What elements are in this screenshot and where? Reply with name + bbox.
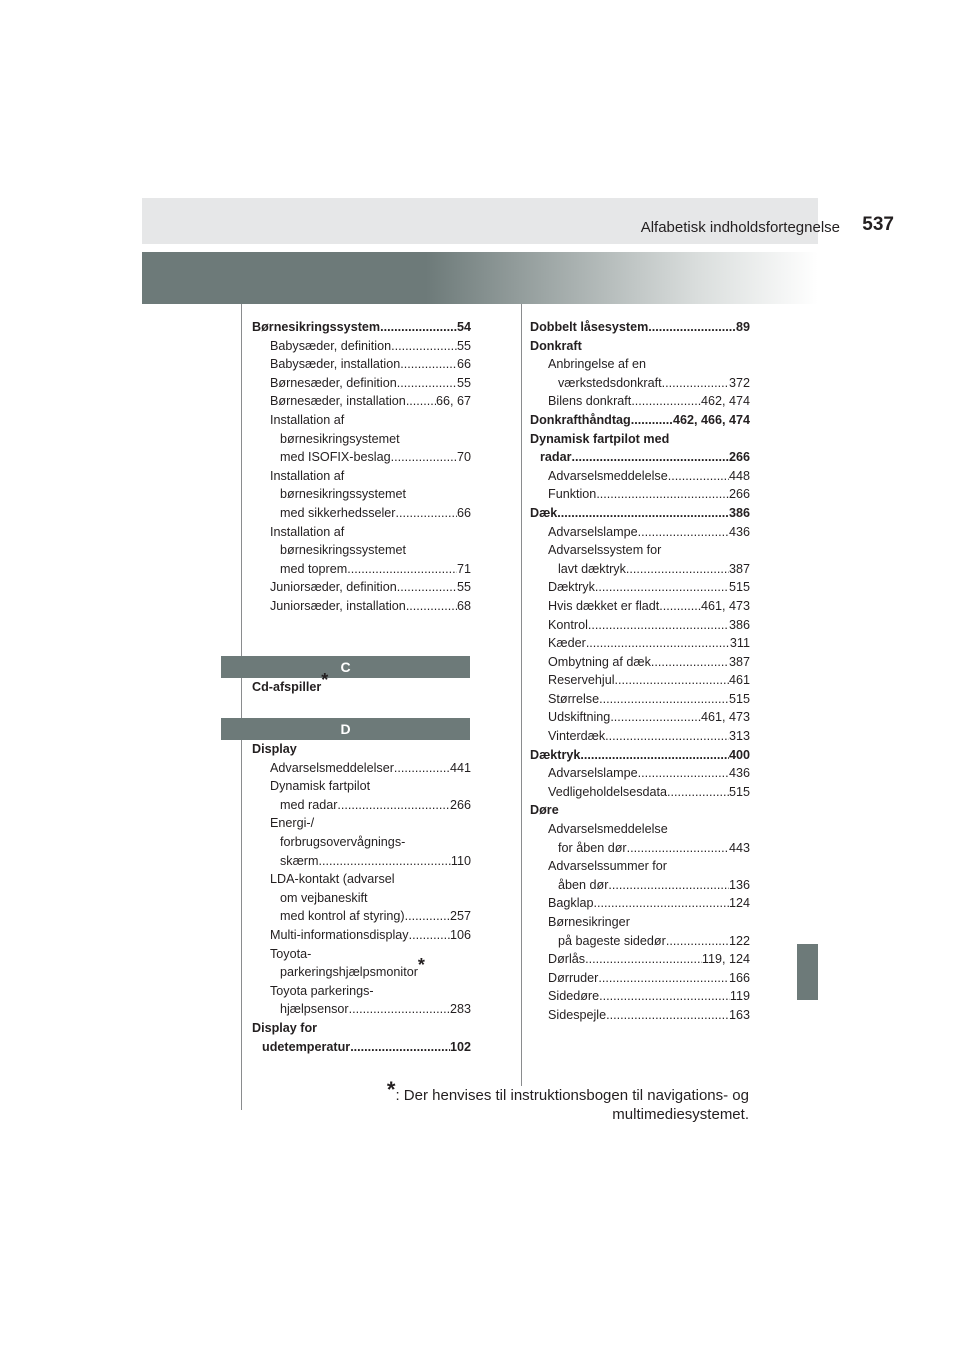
entry-term: åben dør xyxy=(558,877,609,892)
entry-term: Udskiftning xyxy=(548,710,611,725)
entry-page: 311 xyxy=(729,636,750,651)
dot-leader xyxy=(580,746,729,765)
dot-leader xyxy=(400,355,457,374)
dot-leader xyxy=(627,839,729,858)
term-text: Advarselssummer for xyxy=(548,859,667,874)
index-entry xyxy=(530,727,750,746)
term-text: Dynamisk fartpilot xyxy=(270,779,371,794)
footnote-marker: * xyxy=(321,669,329,690)
index-term xyxy=(252,777,471,796)
entry-term: Bagklap xyxy=(548,896,594,911)
index-entry xyxy=(252,796,471,815)
entry-term: Dæk xyxy=(530,505,558,520)
dot-leader xyxy=(594,894,729,913)
dot-leader xyxy=(380,318,457,337)
index-entry xyxy=(252,759,471,778)
index-entry xyxy=(252,374,471,393)
term-text: Døre xyxy=(530,803,559,818)
dot-leader xyxy=(350,1038,450,1057)
entry-term: Babysæder, definition xyxy=(270,338,392,353)
entry-term: skærm xyxy=(280,853,319,868)
dot-leader xyxy=(391,337,457,356)
entry-term: Funktion xyxy=(548,487,597,502)
dot-leader xyxy=(662,374,729,393)
entry-term: Advarselslampe xyxy=(548,766,638,781)
entry-term: med toprem xyxy=(280,561,348,576)
index-entry xyxy=(530,690,750,709)
entry-page: 515 xyxy=(728,691,750,706)
term-text: forbrugsovervågnings- xyxy=(280,835,406,850)
index-entry xyxy=(252,355,471,374)
term-text: Anbringelse af en xyxy=(548,357,647,372)
entry-page: 124 xyxy=(728,896,750,911)
index-term xyxy=(252,1019,471,1038)
index-term xyxy=(252,669,471,697)
index-entry xyxy=(252,1038,471,1057)
entry-term: Dørruder xyxy=(548,970,599,985)
decorative-band xyxy=(142,252,818,304)
index-entry xyxy=(252,907,471,926)
index-term xyxy=(252,955,471,982)
entry-page: 461 xyxy=(728,673,750,688)
footnote xyxy=(386,1077,749,1124)
index-term xyxy=(530,430,750,449)
term-text: Advarselssystem for xyxy=(548,543,662,558)
entry-page: 462, 466, 474 xyxy=(672,412,750,427)
dot-leader xyxy=(557,504,729,523)
entry-page: 436 xyxy=(728,766,750,781)
term-text: Installation af xyxy=(270,468,345,483)
entry-page: 166 xyxy=(728,970,750,985)
index-term xyxy=(530,801,750,820)
dot-leader xyxy=(598,969,729,988)
dot-leader xyxy=(595,578,729,597)
entry-term: Ombytning af dæk xyxy=(548,654,651,669)
dot-leader xyxy=(631,411,673,430)
dot-leader xyxy=(572,448,729,467)
entry-page: 66, 67 xyxy=(435,394,471,409)
term-text: Advarselsmeddelelse xyxy=(548,822,668,837)
dot-leader xyxy=(615,671,729,690)
entry-page: 136 xyxy=(728,877,750,892)
entry-term: Juniorsæder, definition xyxy=(270,580,397,595)
entry-term: Juniorsæder, installation xyxy=(270,598,406,613)
entry-page: 386 xyxy=(728,617,750,632)
index-term xyxy=(252,523,471,542)
entry-page: 515 xyxy=(728,784,750,799)
entry-term: Dæktryk xyxy=(548,580,595,595)
entry-page: 55 xyxy=(456,375,471,390)
index-entry xyxy=(252,392,471,411)
index-term xyxy=(252,485,471,504)
index-term xyxy=(252,982,471,1001)
entry-page: 163 xyxy=(728,1007,750,1022)
entry-page: 66 xyxy=(456,505,471,520)
index-entry xyxy=(530,411,750,430)
entry-page: 89 xyxy=(735,320,750,334)
entry-term: Børnesikringssystem xyxy=(252,320,381,334)
term-text: børnesikringssystemet xyxy=(280,487,406,502)
dot-leader xyxy=(659,597,701,616)
dot-leader xyxy=(394,759,450,778)
index-entry xyxy=(252,597,471,616)
entry-page: 110 xyxy=(450,853,471,868)
entry-term: Hvis dækket er fladt xyxy=(548,598,660,613)
index-entry xyxy=(252,852,471,871)
footnote-line-1 xyxy=(386,1077,749,1105)
entry-term: Sidespejle xyxy=(548,1007,607,1022)
entry-term: Multi-informationsdisplay xyxy=(270,928,409,943)
entry-page: 283 xyxy=(449,1002,471,1017)
entry-page: 387 xyxy=(728,561,750,576)
entry-page: 461, 473 xyxy=(700,710,750,725)
index-term xyxy=(530,820,750,839)
index-entry xyxy=(252,337,471,356)
index-column-right xyxy=(530,318,750,1025)
index-entry xyxy=(530,504,750,523)
index-entry xyxy=(530,485,750,504)
index-entry xyxy=(252,926,471,945)
index-entry xyxy=(530,746,750,765)
index-entry xyxy=(530,467,750,486)
dot-leader xyxy=(648,318,736,337)
entry-page: 313 xyxy=(728,729,750,744)
entry-page: 266 xyxy=(449,797,471,812)
entry-term: Børnesæder, definition xyxy=(270,375,397,390)
dot-leader xyxy=(586,634,730,653)
term-text: børnesikringsystemet xyxy=(280,431,400,446)
entry-page: 119 xyxy=(729,989,750,1004)
term-text: parkeringshjælpsmonitor xyxy=(280,965,418,980)
entry-page: 266 xyxy=(728,450,750,465)
index-entry xyxy=(252,1000,471,1019)
index-entry xyxy=(530,560,750,579)
spacer xyxy=(252,616,471,656)
index-term xyxy=(252,467,471,486)
entry-page: 66 xyxy=(456,357,471,372)
index-entry xyxy=(530,876,750,895)
term-text: om vejbaneskift xyxy=(280,890,368,905)
entry-page: 462, 474 xyxy=(700,394,750,409)
entry-term: Sidedøre xyxy=(548,989,600,1004)
term-text: Display xyxy=(252,742,297,757)
index-entry xyxy=(530,523,750,542)
index-entry xyxy=(530,932,750,951)
footnote-line-2: multimediesystemet. xyxy=(612,1106,749,1123)
index-term xyxy=(252,814,471,833)
term-text: Installation af xyxy=(270,524,345,539)
dot-leader xyxy=(596,485,729,504)
dot-leader xyxy=(405,907,450,926)
entry-page: 443 xyxy=(728,840,750,855)
column-divider xyxy=(521,304,522,1086)
index-entry xyxy=(530,634,750,653)
index-entry xyxy=(530,708,750,727)
dot-leader xyxy=(608,876,729,895)
index-entry xyxy=(530,783,750,802)
entry-term: med ISOFIX-beslag xyxy=(280,450,391,465)
entry-page: 386 xyxy=(728,505,750,520)
footnote-star: * xyxy=(386,1077,396,1102)
dot-leader xyxy=(668,467,729,486)
index-entry xyxy=(530,448,750,467)
dot-leader xyxy=(397,578,457,597)
dot-leader xyxy=(396,504,457,523)
index-term xyxy=(252,945,471,964)
dot-leader xyxy=(666,932,729,951)
index-entry xyxy=(530,616,750,635)
entry-page: 106 xyxy=(449,928,471,943)
index-entry xyxy=(530,987,750,1006)
index-entry xyxy=(252,318,471,337)
footnote-text-1: : Der henvises til instruktionsbogen til navigations- og xyxy=(395,1087,749,1104)
entry-term: udetemperatur xyxy=(262,1039,351,1054)
entry-page: 515 xyxy=(728,580,750,595)
dot-leader xyxy=(606,1006,729,1025)
index-term xyxy=(530,913,750,932)
term-text: Toyota- xyxy=(270,946,312,961)
entry-term: Kæder xyxy=(548,636,586,651)
index-entry xyxy=(530,894,750,913)
entry-term: Kontrol xyxy=(548,617,588,632)
entry-term: Vinterdæk xyxy=(548,729,606,744)
dot-leader xyxy=(337,796,450,815)
left-rule xyxy=(241,304,242,1110)
entry-page: 68 xyxy=(456,598,471,613)
entry-page: 71 xyxy=(456,561,471,576)
index-entry xyxy=(530,969,750,988)
dot-leader xyxy=(349,1000,450,1019)
entry-page: 387 xyxy=(728,654,750,669)
dot-leader xyxy=(391,448,457,467)
dot-leader xyxy=(610,708,701,727)
entry-term: Størrelse xyxy=(548,691,600,706)
dot-leader xyxy=(605,727,729,746)
entry-term: Dobbelt låsesystem xyxy=(530,320,649,334)
entry-term: Advarselslampe xyxy=(548,524,638,539)
entry-page: 372 xyxy=(728,375,750,390)
section-tab xyxy=(797,944,818,1000)
index-term xyxy=(530,337,750,356)
entry-term: for åben dør xyxy=(558,840,627,855)
entry-page: 257 xyxy=(449,909,471,924)
entry-page: 436 xyxy=(728,524,750,539)
index-term xyxy=(252,411,471,430)
index-term xyxy=(530,355,750,374)
footnote-marker: * xyxy=(417,955,425,976)
entry-page: 461, 473 xyxy=(700,598,750,613)
dot-leader xyxy=(585,950,702,969)
entry-term: med sikkerhedsseler xyxy=(280,505,396,520)
term-text: Energi-/ xyxy=(270,816,315,831)
spacer xyxy=(252,696,471,718)
term-text: Donkraft xyxy=(530,338,582,353)
index-entry xyxy=(530,950,750,969)
dot-leader xyxy=(406,597,457,616)
index-entry xyxy=(252,504,471,523)
entry-page: 400 xyxy=(728,747,750,762)
index-term xyxy=(252,833,471,852)
index-entry xyxy=(252,448,471,467)
dot-leader xyxy=(397,374,457,393)
entry-term: med radar xyxy=(280,797,338,812)
term-text: Installation af xyxy=(270,412,345,427)
entry-page: 55 xyxy=(456,580,471,595)
index-entry xyxy=(530,764,750,783)
entry-term: Babysæder, installation xyxy=(270,357,401,372)
index-term xyxy=(252,740,471,759)
index-entry xyxy=(530,318,750,337)
entry-term: Donkrafthåndtag xyxy=(530,412,631,427)
index-entry xyxy=(530,392,750,411)
index-term xyxy=(530,541,750,560)
entry-term: Advarselsmeddelelser xyxy=(270,760,394,775)
index-term xyxy=(252,541,471,560)
index-term xyxy=(530,857,750,876)
entry-page: 102 xyxy=(449,1039,471,1054)
dot-leader xyxy=(667,783,729,802)
entry-term: lavt dæktryk xyxy=(558,561,626,576)
entry-term: Bilens donkraft xyxy=(548,394,632,409)
term-text: Toyota parkerings- xyxy=(270,983,374,998)
entry-term: Dørlås xyxy=(548,952,586,967)
dot-leader xyxy=(406,392,436,411)
entry-term: Vedligeholdelsesdata xyxy=(548,784,668,799)
term-text: Børnesikringer xyxy=(548,915,630,929)
dot-leader xyxy=(638,764,729,783)
entry-page: 55 xyxy=(456,338,471,353)
dot-leader xyxy=(651,653,729,672)
entry-term: radar xyxy=(540,450,572,465)
index-entry xyxy=(252,578,471,597)
section-header: D xyxy=(221,718,470,740)
index-entry xyxy=(252,560,471,579)
dot-leader xyxy=(318,852,450,871)
section-header: C xyxy=(221,656,470,678)
index-entry xyxy=(530,578,750,597)
index-entry xyxy=(530,1006,750,1025)
entry-term: hjælpsensor xyxy=(280,1002,349,1017)
dot-leader xyxy=(409,926,450,945)
index-entry xyxy=(530,671,750,690)
entry-term: værkstedsdonkraft xyxy=(558,375,662,390)
dot-leader xyxy=(626,560,729,579)
entry-term: med kontrol af styring) xyxy=(280,909,405,924)
page-number: 537 xyxy=(862,214,894,235)
entry-page: 70 xyxy=(456,450,471,465)
dot-leader xyxy=(638,523,729,542)
dot-leader xyxy=(631,392,701,411)
entry-page: 119, 124 xyxy=(701,952,750,967)
term-text: børnesikringssystemet xyxy=(280,543,406,558)
index-term xyxy=(252,870,471,889)
entry-page: 441 xyxy=(449,760,471,775)
index-entry xyxy=(530,374,750,393)
entry-page: 54 xyxy=(456,320,471,334)
term-text: LDA-kontakt (advarsel xyxy=(270,872,395,887)
index-entry xyxy=(530,653,750,672)
entry-term: Børnesæder, installation xyxy=(270,394,406,409)
entry-term: Reservehjul xyxy=(548,673,615,688)
dot-leader xyxy=(347,560,457,579)
page-header-title: Alfabetisk indholdsfortegnelse xyxy=(640,219,840,236)
index-term xyxy=(252,889,471,908)
term-text: Cd-afspiller xyxy=(252,679,322,694)
entry-term: på bageste sidedør xyxy=(558,933,666,948)
index-column-left xyxy=(252,318,471,1056)
entry-page: 266 xyxy=(728,487,750,502)
term-text: Display for xyxy=(252,1021,318,1035)
index-entry xyxy=(530,597,750,616)
index-entry xyxy=(530,839,750,858)
dot-leader xyxy=(588,616,729,635)
index-term xyxy=(252,430,471,449)
entry-page: 448 xyxy=(728,468,750,483)
entry-term: Advarselsmeddelelse xyxy=(548,468,668,483)
term-text: Dynamisk fartpilot med xyxy=(530,431,670,446)
dot-leader xyxy=(599,987,730,1006)
entry-term: Dæktryk xyxy=(530,747,581,762)
entry-page: 122 xyxy=(728,933,750,948)
dot-leader xyxy=(599,690,729,709)
